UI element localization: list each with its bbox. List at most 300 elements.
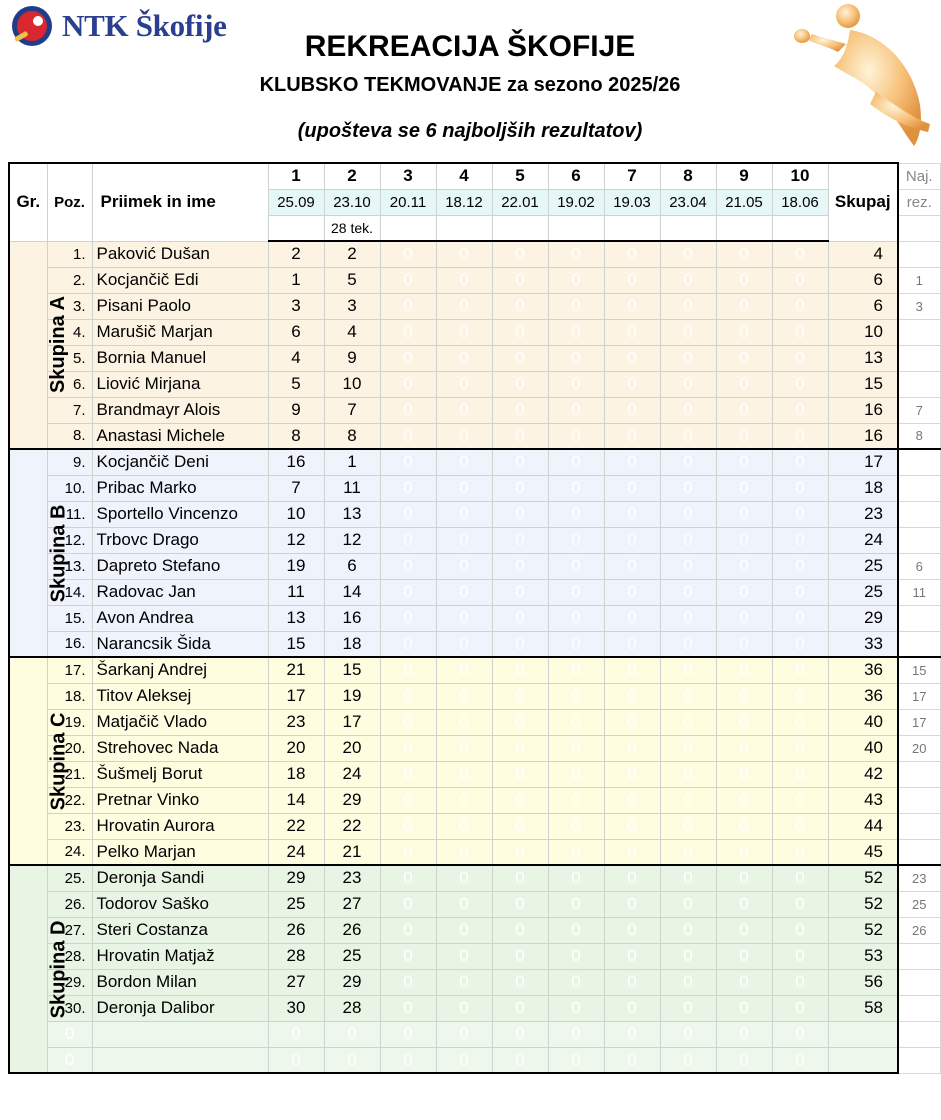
round-empty-result: 0 xyxy=(436,501,492,527)
round-empty-result: 0 xyxy=(380,891,436,917)
round-empty-result: 0 xyxy=(380,293,436,319)
player-total: 52 xyxy=(828,917,898,943)
round-empty-result: 0 xyxy=(436,579,492,605)
round-empty-result: 0 xyxy=(772,371,828,397)
header-round-number: 2 xyxy=(324,163,380,189)
round-empty-result: 0 xyxy=(772,319,828,345)
header-round-note xyxy=(548,215,604,241)
round-2-result: 28 xyxy=(324,995,380,1021)
round-empty-result: 0 xyxy=(772,709,828,735)
player-position: 4. xyxy=(47,319,92,345)
player-name: Bornia Manuel xyxy=(92,345,268,371)
round-empty-result: 0 xyxy=(772,241,828,267)
empty-result: 0 xyxy=(660,1021,716,1047)
round-empty-result: 0 xyxy=(548,371,604,397)
round-empty-result: 0 xyxy=(604,319,660,345)
round-empty-result: 0 xyxy=(604,475,660,501)
round-empty-result: 0 xyxy=(492,423,548,449)
round-empty-result: 0 xyxy=(436,553,492,579)
round-empty-result: 0 xyxy=(772,657,828,683)
table-row xyxy=(9,943,940,969)
round-empty-result: 0 xyxy=(772,787,828,813)
player-name: Anastasi Michele xyxy=(92,423,268,449)
round-empty-result: 0 xyxy=(548,449,604,475)
round-empty-result: 0 xyxy=(436,995,492,1021)
round-2-result: 20 xyxy=(324,735,380,761)
player-name: Titov Aleksej xyxy=(92,683,268,709)
round-2-result: 12 xyxy=(324,527,380,553)
round-2-result: 9 xyxy=(324,345,380,371)
round-empty-result: 0 xyxy=(660,241,716,267)
player-name: Steri Costanza xyxy=(92,917,268,943)
player-total: 6 xyxy=(828,267,898,293)
table-row xyxy=(9,891,940,917)
header-round-date: 23.04 xyxy=(660,189,716,215)
round-empty-result: 0 xyxy=(716,345,772,371)
round-empty-result: 0 xyxy=(548,267,604,293)
round-empty-result: 0 xyxy=(772,995,828,1021)
player-best-result: 23 xyxy=(898,865,940,891)
round-empty-result: 0 xyxy=(548,735,604,761)
player-position: 16. xyxy=(47,631,92,657)
round-empty-result: 0 xyxy=(604,579,660,605)
round-empty-result: 0 xyxy=(436,423,492,449)
round-empty-result: 0 xyxy=(548,761,604,787)
round-empty-result: 0 xyxy=(436,683,492,709)
round-empty-result: 0 xyxy=(492,917,548,943)
round-empty-result: 0 xyxy=(380,761,436,787)
header-round-date: 22.01 xyxy=(492,189,548,215)
player-best-result: 1 xyxy=(898,267,940,293)
player-position: 26. xyxy=(47,891,92,917)
round-empty-result: 0 xyxy=(716,761,772,787)
round-empty-result: 0 xyxy=(436,605,492,631)
round-2-result: 3 xyxy=(324,293,380,319)
player-name: Marušič Marjan xyxy=(92,319,268,345)
player-best-result: 20 xyxy=(898,735,940,761)
round-empty-result: 0 xyxy=(660,319,716,345)
club-name: NTK Škofije xyxy=(62,8,227,43)
group-label: Skupina C xyxy=(47,712,70,810)
header-round-note xyxy=(660,215,716,241)
round-empty-result: 0 xyxy=(772,605,828,631)
round-empty-result: 0 xyxy=(660,293,716,319)
player-name: Matjačič Vlado xyxy=(92,709,268,735)
round-empty-result: 0 xyxy=(380,449,436,475)
player-name: Deronja Sandi xyxy=(92,865,268,891)
round-empty-result: 0 xyxy=(716,527,772,553)
round-empty-result: 0 xyxy=(436,917,492,943)
player-total: 17 xyxy=(828,449,898,475)
table-row xyxy=(9,969,940,995)
round-2-result: 4 xyxy=(324,319,380,345)
round-empty-result: 0 xyxy=(772,397,828,423)
round-empty-result: 0 xyxy=(380,579,436,605)
player-best-result xyxy=(898,371,940,397)
header-round-date: 19.02 xyxy=(548,189,604,215)
header-round-date: 21.05 xyxy=(716,189,772,215)
empty-result: 0 xyxy=(660,1047,716,1073)
round-empty-result: 0 xyxy=(604,553,660,579)
round-1-result: 15 xyxy=(268,631,324,657)
round-empty-result: 0 xyxy=(660,709,716,735)
player-best-result: 17 xyxy=(898,683,940,709)
round-2-result: 21 xyxy=(324,839,380,865)
round-empty-result: 0 xyxy=(716,293,772,319)
round-empty-result: 0 xyxy=(548,813,604,839)
table-row xyxy=(9,527,940,553)
round-empty-result: 0 xyxy=(548,579,604,605)
round-2-result: 11 xyxy=(324,475,380,501)
round-empty-result: 0 xyxy=(604,709,660,735)
round-empty-result: 0 xyxy=(548,631,604,657)
round-empty-result: 0 xyxy=(436,735,492,761)
round-empty-result: 0 xyxy=(604,735,660,761)
table-row xyxy=(9,709,940,735)
empty-result: 0 xyxy=(268,1021,324,1047)
round-1-result: 16 xyxy=(268,449,324,475)
round-empty-result: 0 xyxy=(772,683,828,709)
round-empty-result: 0 xyxy=(716,579,772,605)
player-best-result xyxy=(898,839,940,865)
header-round-date: 25.09 xyxy=(268,189,324,215)
player-name: Hrovatin Aurora xyxy=(92,813,268,839)
player-name: Sportello Vincenzo xyxy=(92,501,268,527)
round-empty-result: 0 xyxy=(660,735,716,761)
round-empty-result: 0 xyxy=(436,813,492,839)
round-2-result: 26 xyxy=(324,917,380,943)
round-empty-result: 0 xyxy=(380,501,436,527)
player-total: 16 xyxy=(828,397,898,423)
empty-best xyxy=(898,1047,940,1073)
standings-table xyxy=(8,162,936,1082)
round-empty-result: 0 xyxy=(380,475,436,501)
round-1-result: 8 xyxy=(268,423,324,449)
round-empty-result: 0 xyxy=(380,397,436,423)
round-empty-result: 0 xyxy=(492,345,548,371)
round-empty-result: 0 xyxy=(772,293,828,319)
player-name: Pisani Paolo xyxy=(92,293,268,319)
round-empty-result: 0 xyxy=(548,787,604,813)
header-round-date: 19.03 xyxy=(604,189,660,215)
round-empty-result: 0 xyxy=(492,553,548,579)
player-total: 43 xyxy=(828,787,898,813)
round-2-result: 29 xyxy=(324,787,380,813)
empty-result: 0 xyxy=(492,1021,548,1047)
round-empty-result: 0 xyxy=(604,397,660,423)
round-empty-result: 0 xyxy=(436,657,492,683)
round-empty-result: 0 xyxy=(548,605,604,631)
round-1-result: 21 xyxy=(268,657,324,683)
round-1-result: 26 xyxy=(268,917,324,943)
round-empty-result: 0 xyxy=(380,631,436,657)
page-title: REKREACIJA ŠKOFIJE xyxy=(304,30,636,63)
player-best-result xyxy=(898,449,940,475)
round-empty-result: 0 xyxy=(716,267,772,293)
round-empty-result: 0 xyxy=(604,527,660,553)
round-empty-result: 0 xyxy=(660,891,716,917)
round-empty-result: 0 xyxy=(492,319,548,345)
player-total: 15 xyxy=(828,371,898,397)
round-1-result: 25 xyxy=(268,891,324,917)
player-position: 11. xyxy=(47,501,92,527)
player-name: Dapreto Stefano xyxy=(92,553,268,579)
round-empty-result: 0 xyxy=(548,293,604,319)
player-position: 13. xyxy=(47,553,92,579)
player-best-result xyxy=(898,501,940,527)
round-empty-result: 0 xyxy=(660,527,716,553)
empty-result: 0 xyxy=(380,1047,436,1073)
round-empty-result: 0 xyxy=(548,423,604,449)
table-row xyxy=(9,449,940,475)
round-empty-result: 0 xyxy=(492,657,548,683)
round-empty-result: 0 xyxy=(716,865,772,891)
player-total: 45 xyxy=(828,839,898,865)
player-name: Trbovc Drago xyxy=(92,527,268,553)
player-best-result xyxy=(898,761,940,787)
round-empty-result: 0 xyxy=(604,501,660,527)
round-1-result: 23 xyxy=(268,709,324,735)
table-row xyxy=(9,241,940,267)
round-empty-result: 0 xyxy=(548,345,604,371)
round-2-result: 2 xyxy=(324,241,380,267)
empty-result: 0 xyxy=(436,1021,492,1047)
round-empty-result: 0 xyxy=(604,683,660,709)
round-1-result: 22 xyxy=(268,813,324,839)
player-position: 22. xyxy=(47,787,92,813)
player-name: Šarkanj Andrej xyxy=(92,657,268,683)
round-empty-result: 0 xyxy=(604,631,660,657)
round-1-result: 4 xyxy=(268,345,324,371)
header-best-top: Naj. xyxy=(898,163,940,189)
table-row xyxy=(9,787,940,813)
round-1-result: 6 xyxy=(268,319,324,345)
round-empty-result: 0 xyxy=(548,319,604,345)
round-empty-result: 0 xyxy=(380,683,436,709)
round-empty-result: 0 xyxy=(660,579,716,605)
round-empty-result: 0 xyxy=(660,631,716,657)
round-empty-result: 0 xyxy=(492,839,548,865)
round-empty-result: 0 xyxy=(716,943,772,969)
round-empty-result: 0 xyxy=(604,865,660,891)
player-position: 17. xyxy=(47,657,92,683)
round-empty-result: 0 xyxy=(436,527,492,553)
player-position: 25. xyxy=(47,865,92,891)
round-empty-result: 0 xyxy=(716,891,772,917)
player-best-result xyxy=(898,943,940,969)
round-2-result: 8 xyxy=(324,423,380,449)
round-empty-result: 0 xyxy=(660,761,716,787)
player-position: 28. xyxy=(47,943,92,969)
round-empty-result: 0 xyxy=(492,631,548,657)
player-best-result xyxy=(898,605,940,631)
round-2-result: 10 xyxy=(324,371,380,397)
player-total: 25 xyxy=(828,553,898,579)
round-empty-result: 0 xyxy=(380,969,436,995)
player-total: 40 xyxy=(828,735,898,761)
header-group: Gr. xyxy=(9,163,47,241)
round-empty-result: 0 xyxy=(716,709,772,735)
player-total: 53 xyxy=(828,943,898,969)
round-empty-result: 0 xyxy=(660,423,716,449)
player-name: Hrovatin Matjaž xyxy=(92,943,268,969)
round-empty-result: 0 xyxy=(380,943,436,969)
player-best-result: 7 xyxy=(898,397,940,423)
player-best-result: 11 xyxy=(898,579,940,605)
player-position: 20. xyxy=(47,735,92,761)
round-empty-result: 0 xyxy=(380,605,436,631)
header-round-note xyxy=(716,215,772,241)
empty-result: 0 xyxy=(492,1047,548,1073)
player-position: 1. xyxy=(47,241,92,267)
round-empty-result: 0 xyxy=(772,423,828,449)
player-position: 7. xyxy=(47,397,92,423)
round-1-result: 20 xyxy=(268,735,324,761)
empty-name xyxy=(92,1047,268,1073)
player-best-result xyxy=(898,319,940,345)
round-empty-result: 0 xyxy=(716,657,772,683)
table-row xyxy=(9,423,940,449)
round-empty-result: 0 xyxy=(772,527,828,553)
player-best-result: 3 xyxy=(898,293,940,319)
player-position: 30. xyxy=(47,995,92,1021)
round-empty-result: 0 xyxy=(492,241,548,267)
player-total: 44 xyxy=(828,813,898,839)
round-empty-result: 0 xyxy=(548,475,604,501)
page-subtitle: KLUBSKO TEKMOVANJE za sezono 2025/26 xyxy=(259,74,681,96)
player-name: Kocjančič Deni xyxy=(92,449,268,475)
player-position: 5. xyxy=(47,345,92,371)
round-empty-result: 0 xyxy=(660,917,716,943)
round-1-result: 10 xyxy=(268,501,324,527)
player-best-result xyxy=(898,345,940,371)
round-empty-result: 0 xyxy=(660,787,716,813)
round-empty-result: 0 xyxy=(548,917,604,943)
header-round-date: 23.10 xyxy=(324,189,380,215)
player-best-result: 15 xyxy=(898,657,940,683)
round-empty-result: 0 xyxy=(436,865,492,891)
round-empty-result: 0 xyxy=(604,449,660,475)
round-empty-result: 0 xyxy=(716,475,772,501)
round-2-result: 17 xyxy=(324,709,380,735)
round-empty-result: 0 xyxy=(604,345,660,371)
player-name: Pribac Marko xyxy=(92,475,268,501)
player-total: 52 xyxy=(828,891,898,917)
round-1-result: 9 xyxy=(268,397,324,423)
round-empty-result: 0 xyxy=(492,605,548,631)
round-empty-result: 0 xyxy=(716,553,772,579)
header-round-note: 28 tek. xyxy=(324,215,380,241)
player-best-result xyxy=(898,241,940,267)
group-label-cell xyxy=(9,865,70,1073)
round-empty-result: 0 xyxy=(548,969,604,995)
player-position: 14. xyxy=(47,579,92,605)
round-empty-result: 0 xyxy=(548,995,604,1021)
round-empty-result: 0 xyxy=(716,319,772,345)
round-empty-result: 0 xyxy=(716,839,772,865)
player-total: 6 xyxy=(828,293,898,319)
round-empty-result: 0 xyxy=(492,761,548,787)
round-empty-result: 0 xyxy=(660,943,716,969)
round-empty-result: 0 xyxy=(604,267,660,293)
round-empty-result: 0 xyxy=(716,735,772,761)
header-best-empty xyxy=(898,215,940,241)
header-round-date: 20.11 xyxy=(380,189,436,215)
empty-result: 0 xyxy=(324,1047,380,1073)
round-empty-result: 0 xyxy=(716,813,772,839)
header-round-number: 9 xyxy=(716,163,772,189)
player-total: 52 xyxy=(828,865,898,891)
round-1-result: 11 xyxy=(268,579,324,605)
round-empty-result: 0 xyxy=(660,657,716,683)
round-empty-result: 0 xyxy=(436,787,492,813)
round-empty-result: 0 xyxy=(380,423,436,449)
round-empty-result: 0 xyxy=(548,865,604,891)
round-empty-result: 0 xyxy=(380,657,436,683)
table-row xyxy=(9,475,940,501)
round-2-result: 18 xyxy=(324,631,380,657)
round-empty-result: 0 xyxy=(660,345,716,371)
player-position: 10. xyxy=(47,475,92,501)
player-position: 29. xyxy=(47,969,92,995)
round-empty-result: 0 xyxy=(436,891,492,917)
round-empty-result: 0 xyxy=(436,709,492,735)
round-1-result: 28 xyxy=(268,943,324,969)
round-empty-result: 0 xyxy=(436,293,492,319)
header-round-note xyxy=(604,215,660,241)
player-name: Avon Andrea xyxy=(92,605,268,631)
empty-result: 0 xyxy=(772,1021,828,1047)
table-row xyxy=(9,813,940,839)
player-total: 23 xyxy=(828,501,898,527)
round-empty-result: 0 xyxy=(660,969,716,995)
table-row xyxy=(9,319,940,345)
header-round-number: 3 xyxy=(380,163,436,189)
round-empty-result: 0 xyxy=(772,631,828,657)
round-1-result: 13 xyxy=(268,605,324,631)
table-row xyxy=(9,995,940,1021)
player-total: 24 xyxy=(828,527,898,553)
round-empty-result: 0 xyxy=(492,735,548,761)
round-empty-result: 0 xyxy=(716,969,772,995)
round-empty-result: 0 xyxy=(492,501,548,527)
round-1-result: 7 xyxy=(268,475,324,501)
table-row xyxy=(9,657,940,683)
empty-position: 0 xyxy=(47,1047,92,1073)
empty-total xyxy=(828,1021,898,1047)
round-empty-result: 0 xyxy=(436,761,492,787)
player-name: Radovac Jan xyxy=(92,579,268,605)
round-empty-result: 0 xyxy=(436,943,492,969)
round-empty-result: 0 xyxy=(716,787,772,813)
round-empty-result: 0 xyxy=(492,709,548,735)
round-empty-result: 0 xyxy=(436,839,492,865)
round-empty-result: 0 xyxy=(436,267,492,293)
round-empty-result: 0 xyxy=(380,709,436,735)
round-empty-result: 0 xyxy=(604,995,660,1021)
empty-result: 0 xyxy=(716,1021,772,1047)
round-2-result: 13 xyxy=(324,501,380,527)
round-empty-result: 0 xyxy=(436,631,492,657)
empty-result: 0 xyxy=(380,1021,436,1047)
header-round-date: 18.12 xyxy=(436,189,492,215)
header-round-number: 6 xyxy=(548,163,604,189)
round-empty-result: 0 xyxy=(380,267,436,293)
round-1-result: 5 xyxy=(268,371,324,397)
round-empty-result: 0 xyxy=(604,371,660,397)
player-total: 13 xyxy=(828,345,898,371)
round-empty-result: 0 xyxy=(716,683,772,709)
